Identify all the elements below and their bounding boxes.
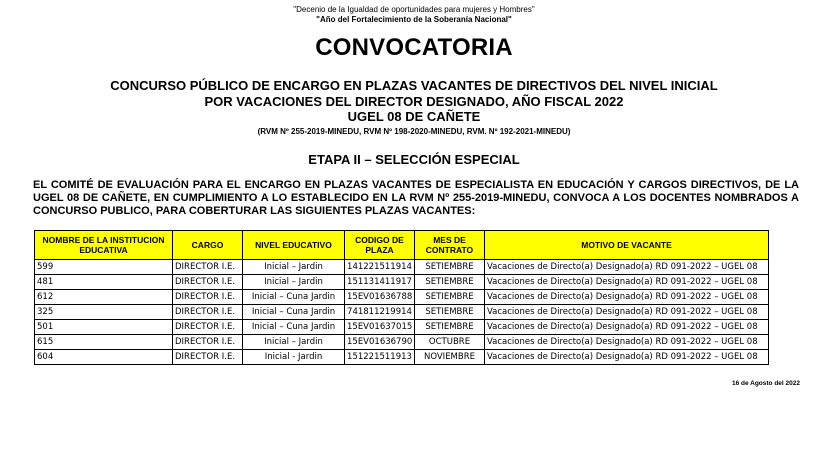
cell-motivo: Vacaciones de Directo(a) Designado(a) RD 091-2022 – UGEL 08 xyxy=(485,290,769,305)
table-row xyxy=(35,305,769,320)
vacancies-table xyxy=(34,230,769,365)
cell-institucion: 325 xyxy=(35,305,173,320)
cell-motivo: Vacaciones de Directo(a) Designado(a) RD 091-2022 – UGEL 08 xyxy=(485,350,769,365)
cell-codigo: 141221511914 xyxy=(345,260,415,275)
cell-institucion: 599 xyxy=(35,260,173,275)
cell-cargo: DIRECTOR I.E. xyxy=(173,290,243,305)
cell-cargo: DIRECTOR I.E. xyxy=(173,320,243,335)
cell-cargo: DIRECTOR I.E. xyxy=(173,275,243,290)
subtitle-line-1: CONCURSO PÚBLICO DE ENCARGO EN PLAZAS VACANTES DE DIRECTIVOS DEL NIVEL INICIAL xyxy=(110,78,718,93)
cell-motivo: Vacaciones de Directo(a) Designado(a) RD 091-2022 – UGEL 08 xyxy=(485,305,769,320)
cell-codigo: 15EV01636790 xyxy=(345,335,415,350)
header-institucion: NOMBRE DE LA INSTITUCION EDUCATIVA xyxy=(35,231,173,260)
cell-mes: SETIEMBRE xyxy=(415,305,485,320)
cell-motivo: Vacaciones de Directo(a) Designado(a) RD 091-2022 – UGEL 08 xyxy=(485,320,769,335)
cell-codigo: 741811219914 xyxy=(345,305,415,320)
subtitle-line-2: POR VACACIONES DEL DIRECTOR DESIGNADO, AÑO FISCAL 2022 xyxy=(204,94,624,109)
cell-cargo: DIRECTOR I.E. xyxy=(173,305,243,320)
table-row xyxy=(35,335,769,350)
cell-mes: NOVIEMBRE xyxy=(415,350,485,365)
cell-institucion: 604 xyxy=(35,350,173,365)
cell-codigo: 15EV01637015 xyxy=(345,320,415,335)
legal-references: (RVM Nº 255-2019-MINEDU, RVM Nº 198-2020-MINEDU, RVM. Nº 192-2021-MINEDU) xyxy=(257,127,571,136)
header-motivo-vacante: MOTIVO DE VACANTE xyxy=(485,231,769,260)
cell-nivel: Inicial – Jardin xyxy=(243,260,345,275)
cell-nivel: Inicial – Jardin xyxy=(243,275,345,290)
table-row xyxy=(35,290,769,305)
document-date: 16 de Agosto del 2022 xyxy=(731,380,800,387)
cell-cargo: DIRECTOR I.E. xyxy=(173,350,243,365)
cell-nivel: Inicial – Jardin xyxy=(243,335,345,350)
motto-anio: "Año del Fortalecimiento de la Soberanía Nacional" xyxy=(316,15,512,24)
table-row xyxy=(35,320,769,335)
cell-nivel: Inicial – Cuna Jardin xyxy=(243,290,345,305)
subtitle-line-3: UGEL 08 DE CAÑETE xyxy=(347,109,481,124)
cell-nivel: Inicial - Jardin xyxy=(243,350,345,365)
cell-mes: SETIEMBRE xyxy=(415,290,485,305)
header-mes-contrato: MES DE CONTRATO xyxy=(415,231,485,260)
header-nivel-educativo: NIVEL EDUCATIVO xyxy=(243,231,345,260)
page-title: CONVOCATORIA xyxy=(315,34,513,61)
cell-institucion: 612 xyxy=(35,290,173,305)
motto-decenio: "Decenio de la Igualdad de oportunidades para mujeres y Hombres" xyxy=(293,5,535,14)
cell-institucion: 501 xyxy=(35,320,173,335)
intro-paragraph: EL COMITÉ DE EVALUACIÓN PARA EL ENCARGO EN PLAZAS VACANTES DE ESPECIALISTA EN EDUCACIÓN Y CARGOS DIRECTIVOS, DE LA UGEL 08 DE CAÑETE, EN CUMPLIMIENTO A LO ESTABLECIDO EN LA RVM Nº 255-2019-MINEDU, CONVOCA A LOS DOCENTES NOMBRADOS A CONCURSO PUBLICO, PARA COBERTURAR LAS SIGUIENTES PLAZAS VACANTES: xyxy=(33,179,799,217)
cell-motivo: Vacaciones de Directo(a) Designado(a) RD 091-2022 – UGEL 08 xyxy=(485,275,769,290)
cell-institucion: 481 xyxy=(35,275,173,290)
cell-cargo: DIRECTOR I.E. xyxy=(173,260,243,275)
stage-heading: ETAPA II – SELECCIÓN ESPECIAL xyxy=(308,152,520,167)
cell-institucion: 615 xyxy=(35,335,173,350)
cell-motivo: Vacaciones de Directo(a) Designado(a) RD 091-2022 – UGEL 08 xyxy=(485,335,769,350)
cell-mes: SETIEMBRE xyxy=(415,260,485,275)
cell-motivo: Vacaciones de Directo(a) Designado(a) RD 091-2022 – UGEL 08 xyxy=(485,260,769,275)
table-header-row xyxy=(35,231,769,260)
cell-cargo: DIRECTOR I.E. xyxy=(173,335,243,350)
cell-mes: SETIEMBRE xyxy=(415,320,485,335)
header-codigo-plaza: CODIGO DE PLAZA xyxy=(345,231,415,260)
table-row xyxy=(35,260,769,275)
cell-codigo: 15EV01636788 xyxy=(345,290,415,305)
cell-nivel: Inicial – Cuna Jardin xyxy=(243,305,345,320)
cell-nivel: Inicial – Cuna Jardin xyxy=(243,320,345,335)
table-row xyxy=(35,350,769,365)
cell-codigo: 151221511913 xyxy=(345,350,415,365)
cell-codigo: 151131411917 xyxy=(345,275,415,290)
header-cargo: CARGO xyxy=(173,231,243,260)
cell-mes: SETIEMBRE xyxy=(415,275,485,290)
cell-mes: OCTUBRE xyxy=(415,335,485,350)
table-row xyxy=(35,275,769,290)
